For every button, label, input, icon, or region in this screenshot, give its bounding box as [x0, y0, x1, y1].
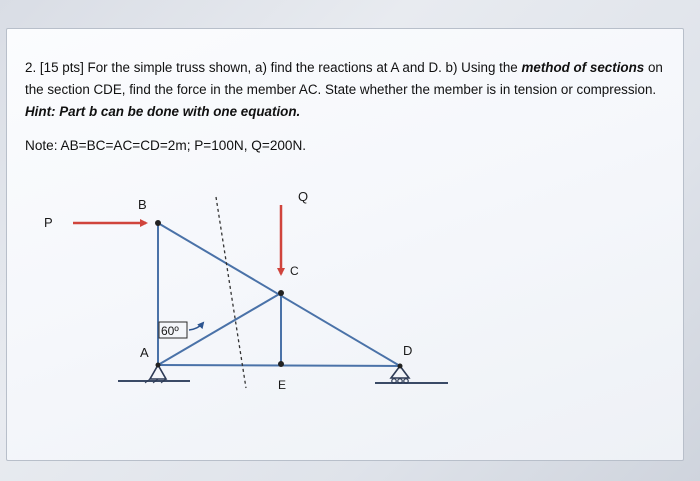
problem-points: [15 pts] [39, 60, 84, 75]
joint-e [278, 361, 284, 367]
hint-text: Hint: Part b can be done with one equation. [25, 104, 301, 119]
joint-c [278, 290, 284, 296]
label-d: D [403, 343, 413, 358]
section-cut-line [216, 197, 246, 388]
label-b: B [138, 197, 147, 212]
method-emphasis: method of sections [521, 60, 645, 75]
joint-b [155, 220, 161, 226]
problem-part-a: For the simple truss shown, a) find the reactions at A and D. b) Using the [83, 60, 522, 75]
angle-arc-arrow [189, 323, 203, 330]
label-q: Q [298, 189, 309, 204]
problem-number: 2. [25, 60, 37, 75]
label-e: E [278, 378, 287, 392]
label-a: A [140, 345, 149, 360]
label-angle: 60º [161, 324, 179, 338]
label-p: P [44, 215, 53, 230]
problem-part-b: on the section CDE, find the force in the member AC. State whether the member is in tension or compression. [25, 60, 663, 97]
note-line: Note: AB=BC=AC=CD=2m; P=100N, Q=200N. [25, 138, 307, 153]
label-c: C [290, 264, 299, 278]
